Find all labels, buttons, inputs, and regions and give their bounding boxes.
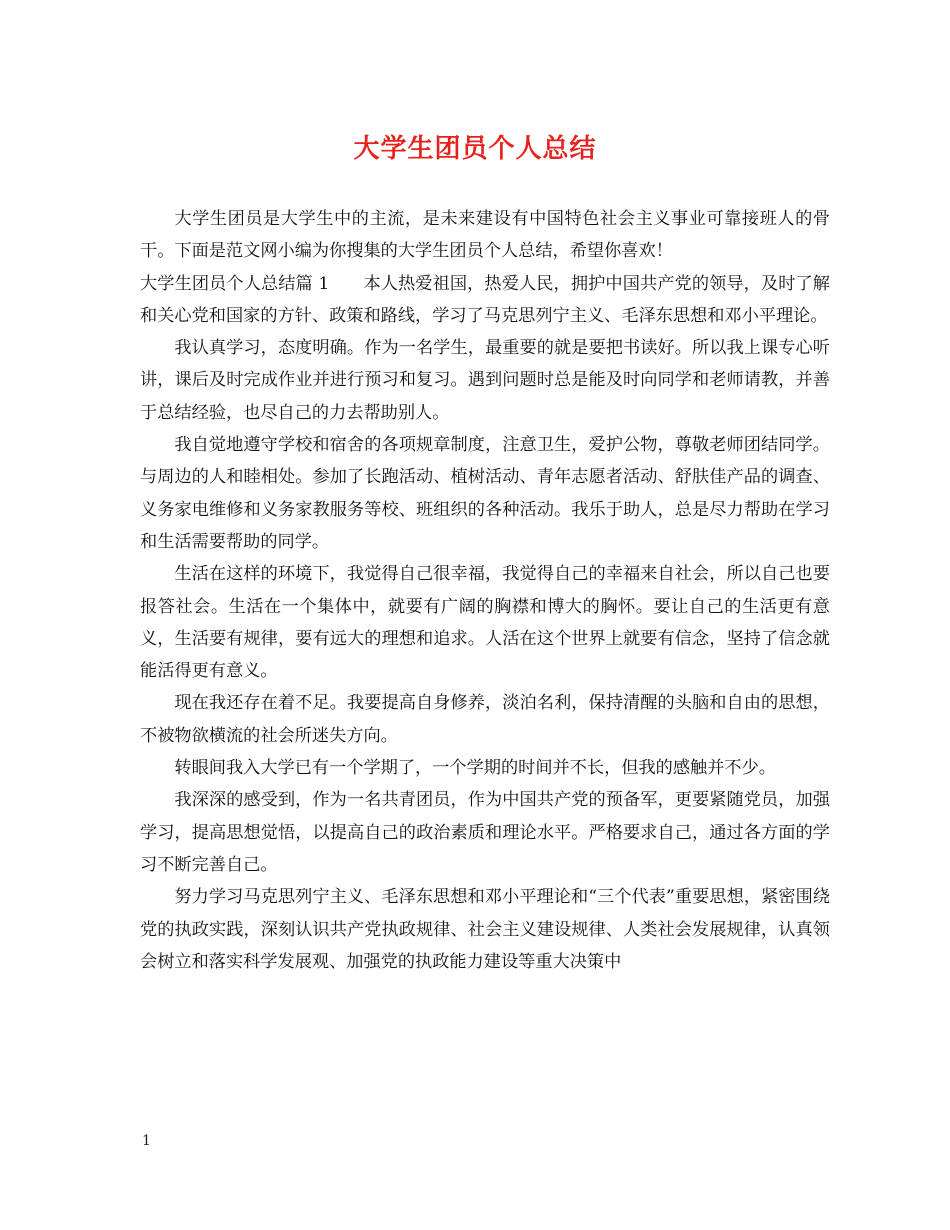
page-number: 1 (142, 1133, 151, 1149)
paragraph-shortcomings: 现在我还存在着不足。我要提高自身修养，淡泊名利，保持清醒的头脑和自由的思想，不被物欲横流的社会所迷失方向。 (140, 693, 830, 746)
document-body (140, 203, 830, 978)
paragraph-semester: 转眼间我入大学已有一个学期了，一个学期的时间并不长，但我的感触并不少。 (174, 758, 776, 779)
section-paragraph (140, 268, 830, 333)
paragraph-study: 我认真学习，态度明确。作为一名学生，最重要的就是要把书读好。所以我上课专心听讲，课后及时完成作业并进行预习和复习。遇到问题时总是能及时向同学和老师请教，并善于总结经验，也尽自己的力去帮助别人。 (140, 338, 830, 423)
section-heading: 大学生团员个人总结篇 1 (140, 273, 330, 294)
section-text: 本人热爱祖国，热爱人民，拥护中国共产党的领导，及时了解和关心党和国家的方针、政策和路线，学习了马克思列宁主义、毛泽东思想和邓小平理论。 (140, 273, 830, 326)
paragraph-feeling: 我深深的感受到，作为一名共青团员，作为中国共产党的预备军，更要紧随党员，加强学习，提高思想觉悟，以提高自己的政治素质和理论水平。严格要求自己，通过各方面的学习不断完善自己。 (140, 790, 830, 875)
paragraph-intro: 大学生团员是大学生中的主流，是未来建设有中国特色社会主义事业可靠接班人的骨干。下面是范文网小编为你搜集的大学生团员个人总结，希望你喜欢！ (140, 209, 830, 262)
paragraph-life: 生活在这样的环境下，我觉得自己很幸福，我觉得自己的幸福来自社会，所以自己也要报答社会。生活在一个集体中，就要有广阔的胸襟和博大的胸怀。要让自己的生活更有意义，生活要有规律，要有远大的理想和追求。人活在这个世界上就要有信念，坚持了信念就能活得更有意义。 (140, 564, 830, 682)
paragraph-theory: 努力学习马克思列宁主义、毛泽东思想和邓小平理论和“三个代表”重要思想，紧密围绕党的执政实践，深刻认识共产党执政规律、社会主义建设规律、人类社会发展规律，认真领会树立和落实科学发展观、加强党的执政能力建设等重大决策中 (140, 887, 830, 972)
paragraph-rules: 我自觉地遵守学校和宿舍的各项规章制度，注意卫生，爱护公物，尊敬老师团结同学。与周边的人和睦相处。参加了长跑活动、植树活动、青年志愿者活动、舒肤佳产品的调查、义务家电维修和义务家教服务等校、班组织的各种活动。我乐于助人，总是尽力帮助在学习和生活需要帮助的同学。 (140, 435, 830, 552)
document-title: 大学生团员个人总结 (353, 134, 597, 164)
